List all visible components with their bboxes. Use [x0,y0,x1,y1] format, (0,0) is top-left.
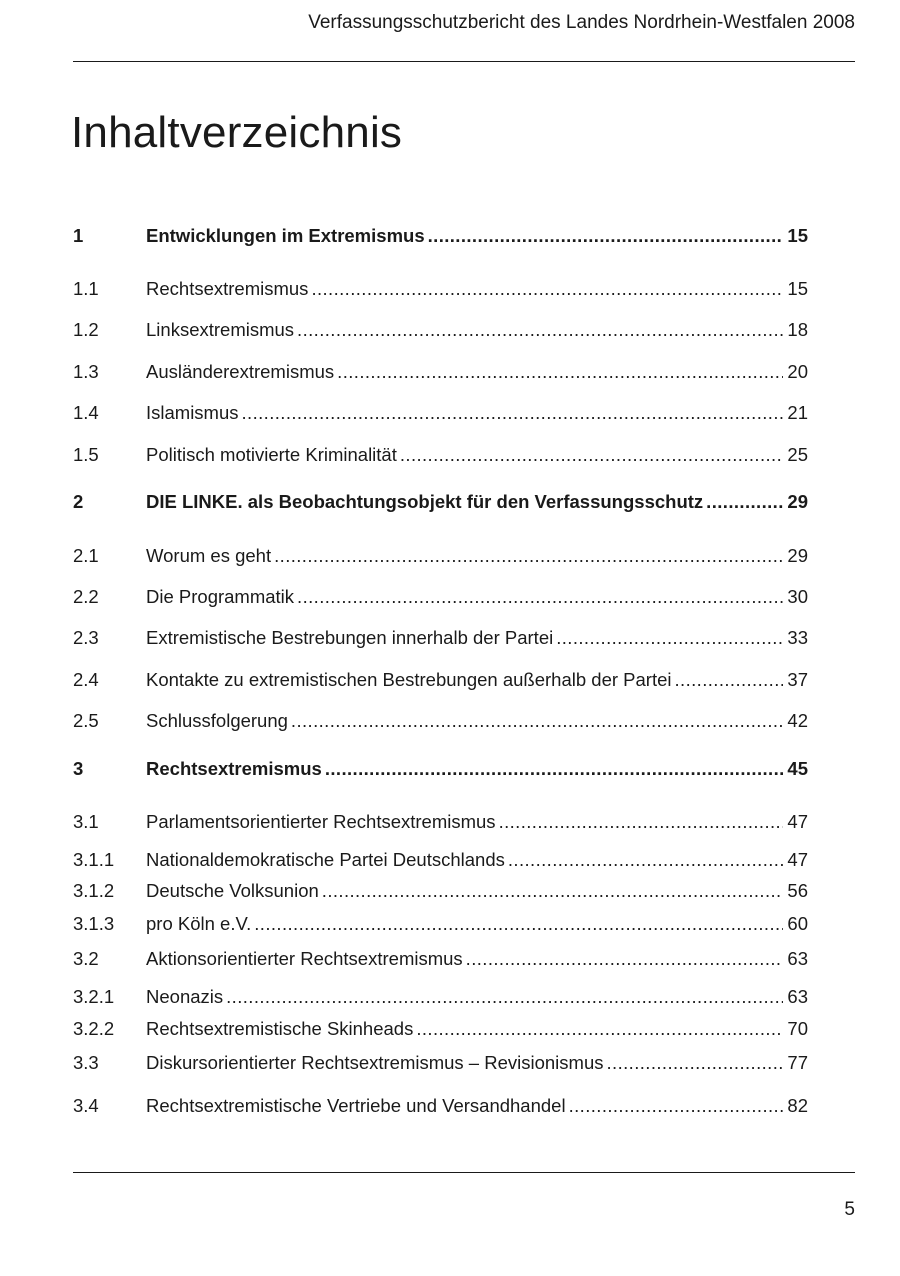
toc-leader [569,1094,783,1118]
toc-leader [322,879,783,903]
toc-title: Diskursorientierter Rechtsextremismus – Revisionismus [146,1052,604,1073]
toc-number: 2.3 [73,627,99,648]
toc-entry-1-1[interactable] [73,277,808,301]
toc-number: 3.1.3 [73,913,115,934]
toc-number: 3 [73,758,84,779]
toc-entry-3-1-1[interactable] [73,848,808,872]
toc-leader [254,912,783,936]
toc-page: 30 [787,586,808,607]
toc-number: 2 [73,491,84,512]
toc-title: Islamismus [146,402,239,423]
toc-page: 82 [787,1095,808,1116]
toc-number: 1.4 [73,402,99,423]
toc-page: 15 [787,225,808,246]
toc-page: 70 [787,1018,808,1039]
toc-leader [428,224,783,248]
toc-entry-1-3[interactable] [73,360,808,384]
toc-title: Entwicklungen im Extremismus [146,225,425,246]
toc-entry-2-4[interactable] [73,668,808,692]
toc-entry-3-1[interactable] [73,810,808,834]
toc-title: Linksextremismus [146,319,295,340]
toc-title: Ausländerextremismus [146,361,335,382]
toc-title: Deutsche Volksunion [146,880,319,901]
toc-title: Extremistische Bestrebungen innerhalb der Partei [146,627,554,648]
toc-entry-2-2[interactable] [73,585,808,609]
toc-page: 29 [787,545,808,566]
page-title: Inhaltverzeichnis [71,108,403,157]
toc-number: 1 [73,225,84,246]
toc-title: Politisch motivierte Kriminalität [146,444,397,465]
toc-page: 56 [787,880,808,901]
toc-number: 1.3 [73,361,99,382]
toc-leader [274,544,783,568]
toc-number: 3.3 [73,1052,99,1073]
toc-number: 3.1.1 [73,849,115,870]
toc-entry-3-3[interactable] [73,1051,808,1075]
toc-entry-3[interactable] [73,757,808,781]
toc-number: 1.2 [73,319,99,340]
toc-entry-3-4[interactable] [73,1094,808,1118]
toc-page: 21 [787,402,808,423]
toc-leader [297,585,783,609]
toc-page: 29 [787,491,808,512]
toc-page: 45 [787,758,808,779]
toc-title: DIE LINKE. als Beobachtungsobjekt für den Verfassungsschutz [146,491,704,512]
toc-title: Kontakte zu extremistischen Bestrebungen außerhalb der Partei [146,669,672,690]
toc-leader [325,757,783,781]
toc-leader [466,947,783,971]
toc-number: 2.4 [73,669,99,690]
footer-rule [73,1172,855,1173]
page-number: 5 [844,1199,855,1220]
toc-page: 63 [787,948,808,969]
toc-title: Rechtsextremistische Skinheads [146,1018,414,1039]
toc-title: Die Programmatik [146,586,295,607]
running-header: Verfassungsschutzbericht des Landes Nordrhein-Westfalen 2008 [308,12,855,33]
toc-leader [706,490,783,514]
toc-title: Rechtsextremistische Vertriebe und Versandhandel [146,1095,566,1116]
toc-entry-1-5[interactable] [73,443,808,467]
toc-page: 77 [787,1052,808,1073]
toc-number: 1.1 [73,278,99,299]
toc-number: 2.2 [73,586,99,607]
toc-leader [297,318,783,342]
toc-leader [311,277,783,301]
toc-number: 3.2.1 [73,986,115,1007]
toc-leader [242,401,783,425]
toc-title: Schlussfolgerung [146,710,288,731]
toc-number: 2.5 [73,710,99,731]
toc-page: 47 [787,849,808,870]
toc-page: 37 [787,669,808,690]
toc-number: 1.5 [73,444,99,465]
toc-number: 2.1 [73,545,99,566]
toc-title: Neonazis [146,986,224,1007]
toc-page: 42 [787,710,808,731]
toc-leader [337,360,783,384]
toc-page: 25 [787,444,808,465]
toc-title: Nationaldemokratische Partei Deutschlands [146,849,505,870]
toc-title: pro Köln e.V. [146,913,252,934]
toc-leader [556,626,783,650]
toc-title: Rechtsextremismus [146,758,322,779]
toc-leader [291,709,783,733]
toc-page: 47 [787,811,808,832]
toc-page: 20 [787,361,808,382]
toc-entry-2-5[interactable] [73,709,808,733]
toc-entry-2-1[interactable] [73,544,808,568]
toc-number: 3.4 [73,1095,99,1116]
toc-leader [416,1017,783,1041]
toc-number: 3.1 [73,811,99,832]
toc-number: 3.2.2 [73,1018,115,1039]
toc-entry-1-4[interactable] [73,401,808,425]
toc-entry-3-2-2[interactable] [73,1017,808,1041]
toc-leader [508,848,783,872]
toc-page: 60 [787,913,808,934]
toc-entry-1[interactable] [73,224,808,248]
toc-title: Aktionsorientierter Rechtsextremismus [146,948,463,969]
toc-page: 18 [787,319,808,340]
toc-page: 63 [787,986,808,1007]
toc-leader [499,810,783,834]
toc-entry-2-3[interactable] [73,626,808,650]
toc-leader [675,668,784,692]
toc-page: 15 [787,278,808,299]
toc-number: 3.1.2 [73,880,115,901]
toc-entry-2[interactable] [73,490,808,514]
toc-number: 3.2 [73,948,99,969]
toc-entry-3-1-2[interactable] [73,879,808,903]
toc-leader [400,443,783,467]
toc-entry-1-2[interactable] [73,318,808,342]
toc-leader [607,1051,784,1075]
toc-entry-3-2-1[interactable] [73,985,808,1009]
toc-title: Parlamentsorientierter Rechtsextremismus [146,811,496,832]
toc-leader [226,985,783,1009]
toc-entry-3-1-3[interactable] [73,912,808,936]
toc-title: Worum es geht [146,545,272,566]
toc-title: Rechtsextremismus [146,278,309,299]
toc-entry-3-2[interactable] [73,947,808,971]
toc-page: 33 [787,627,808,648]
